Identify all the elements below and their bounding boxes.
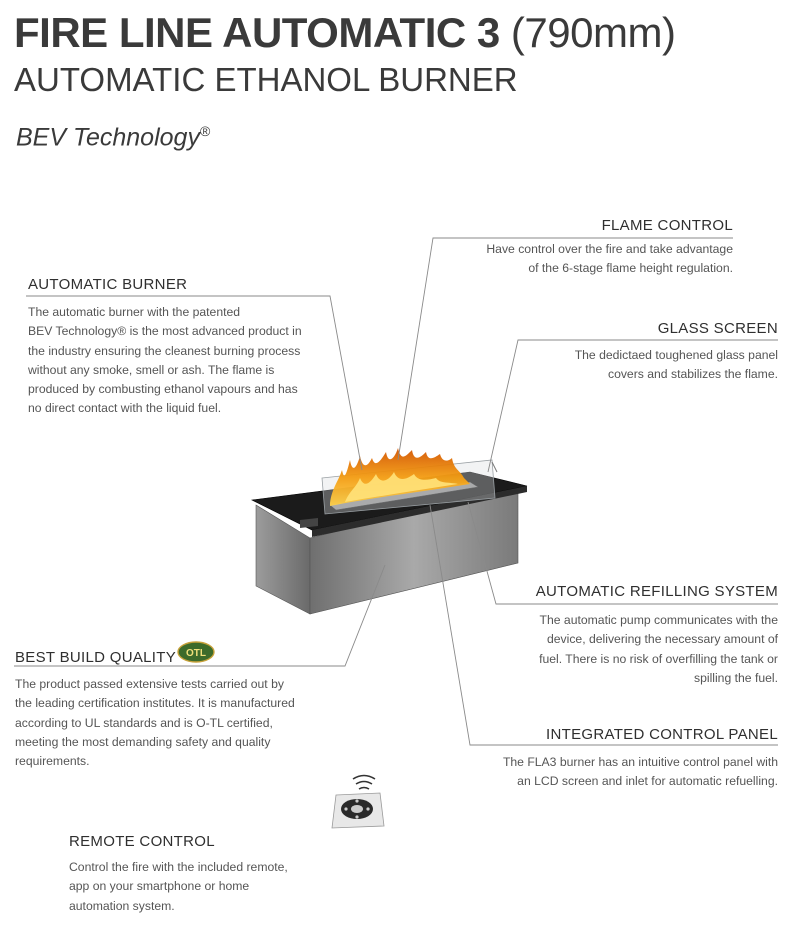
product-size: (790mm)	[510, 9, 676, 56]
text-line: requirements.	[15, 754, 90, 769]
text-line: according to UL standards and is O-TL certified,	[15, 715, 273, 730]
text-line: of the 6-stage flame height regulation.	[528, 261, 733, 276]
remote-control-image	[332, 776, 384, 829]
text-line: The automatic burner with the patented	[28, 305, 241, 319]
text-line: app on your smartphone or home	[69, 879, 250, 894]
automatic-refilling-text	[478, 611, 778, 688]
text-line: The dedictaed toughened glass panel	[574, 348, 778, 362]
text-line: BEV Technology® is the most advanced product in	[28, 324, 302, 339]
glass-screen-heading: GLASS SCREEN	[657, 320, 778, 337]
build-quality-heading: BEST BUILD QUALITY	[15, 649, 177, 666]
text-line: automation system.	[69, 898, 175, 913]
text-line: The FLA3 burner has an intuitive control panel with	[502, 755, 778, 769]
text-line: covers and stabilizes the flame.	[607, 367, 778, 382]
text-line: spilling the fuel.	[693, 670, 778, 685]
text-line: Control the fire with the included remote,	[69, 860, 288, 874]
remote-control-heading: REMOTE CONTROL	[69, 833, 215, 850]
text-line: meeting the most demanding safety and quality	[15, 734, 271, 749]
page-subtitle: AUTOMATIC ETHANOL BURNER	[14, 61, 518, 98]
otl-certification-badge	[178, 642, 214, 662]
remote-control-text	[69, 858, 349, 916]
text-line: fuel. There is no risk of overfilling the tank or	[539, 651, 778, 666]
text-line: an LCD screen and inlet for automatic refuelling.	[517, 774, 778, 789]
product-name: FIRE LINE AUTOMATIC 3	[14, 9, 500, 56]
tech-brand: BEV	[16, 123, 67, 152]
tech-word: Technology	[72, 123, 200, 152]
control-panel-text	[458, 753, 778, 792]
build-quality-text	[15, 675, 345, 771]
text-line: Have control over the fire and take advantage	[486, 242, 733, 256]
automatic-refilling-heading: AUTOMATIC REFILLING SYSTEM	[535, 583, 778, 600]
text-line: the industry ensuring the cleanest burning process	[28, 343, 301, 358]
automatic-burner-text	[28, 303, 348, 419]
text-line: The product passed extensive tests carried out by	[15, 677, 284, 691]
text-line: device, delivering the necessary amount of	[546, 632, 778, 647]
automatic-burner-heading: AUTOMATIC BURNER	[28, 276, 188, 293]
flame-control-text	[413, 240, 733, 279]
text-line: the leading certification institutes. It is manufactured	[15, 696, 295, 711]
glass-screen-text	[478, 346, 778, 385]
text-line: The automatic pump communicates with the	[539, 613, 778, 627]
otl-badge-text: OTL	[186, 648, 206, 659]
text-line: produced by combusting ethanol vapours and has	[28, 382, 298, 397]
control-panel-heading: INTEGRATED CONTROL PANEL	[546, 726, 778, 743]
text-line: without any smoke, smell or ash. The flame is	[28, 362, 275, 377]
text-line: no direct contact with the liquid fuel.	[28, 401, 222, 416]
registered-mark: ®	[199, 123, 211, 139]
flame-control-heading: FLAME CONTROL	[601, 217, 733, 234]
